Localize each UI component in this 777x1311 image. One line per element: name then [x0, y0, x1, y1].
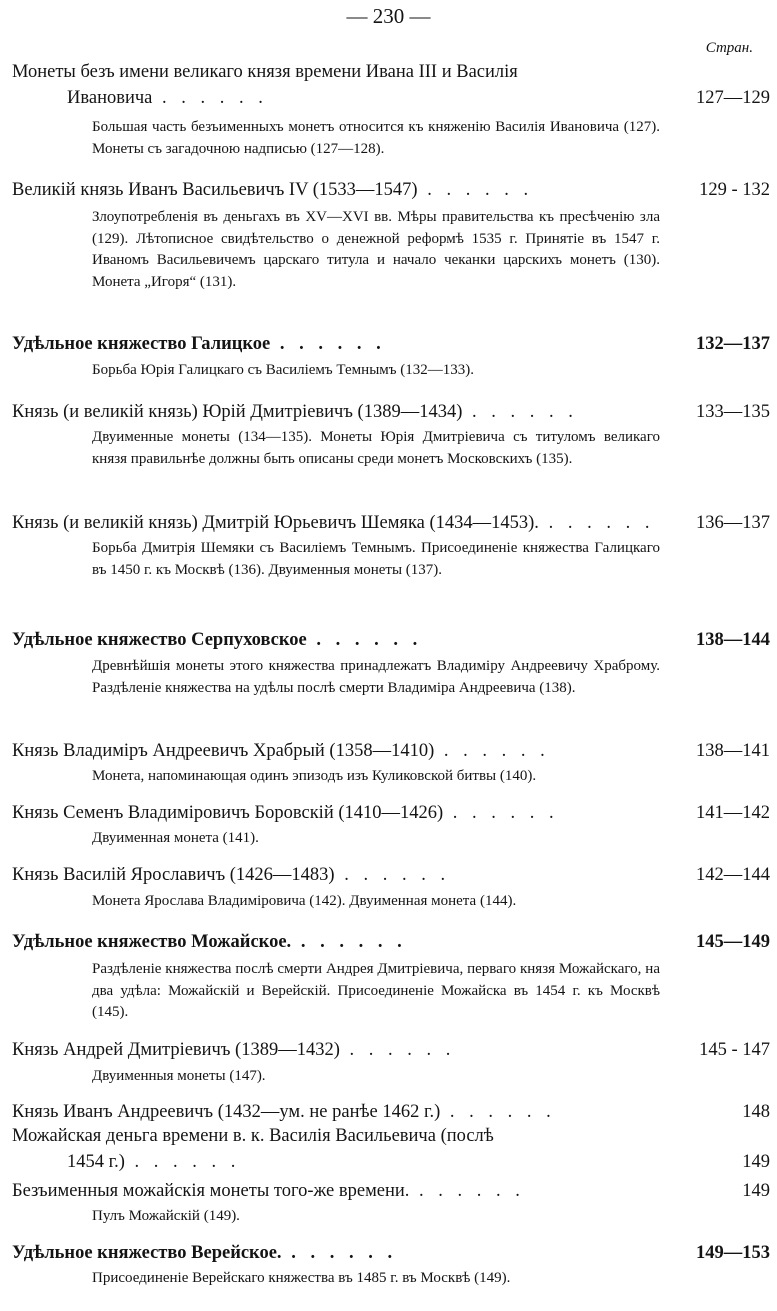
entry-description: Пулъ Можайскій (149). [92, 1208, 240, 1224]
toc-entry [12, 862, 770, 913]
entry-description: Большая часть безъименныхъ монетъ относится къ княженію Василія Ивановича (127). Монеты съ загадочною надписью (127—128). [92, 119, 660, 157]
leader-dots: . . . . . . [409, 1181, 525, 1201]
entry-title: Удѣльное княжество Галицкое [12, 334, 271, 354]
toc-entry [12, 929, 770, 1024]
page-range: 145—149 [696, 932, 770, 952]
toc-entry [12, 331, 770, 382]
toc-entry [12, 738, 770, 788]
leader-dots: . . . . . . [417, 180, 534, 200]
entry-heading [12, 1123, 770, 1175]
entry-title: Князь Владиміръ Андреевичъ Храбрый (1358—1410) [12, 741, 435, 761]
section-heading [12, 331, 770, 357]
page-range: 138—144 [696, 630, 770, 650]
leader-dots: . . . . . . [152, 88, 268, 108]
entry-description: Присоединеніе Верейскаго княжества въ 1485 г. въ Москвѣ (149). [92, 1270, 511, 1286]
leader-dots: . . . . . . [538, 513, 655, 533]
entry-title-continuation: Ивановича [67, 88, 153, 108]
entry-title: Удѣльное княжество Верейское. [12, 1243, 282, 1263]
leader-dots: . . . . . . [270, 334, 386, 354]
entry-description: Двуименные монеты (134—135). Монеты Юрія Дмитріевича съ титуломъ великаго князя правильнѣе должны быть описаны среди монетъ Московскихъ (135). [92, 429, 660, 467]
leader-dots: . . . . . . [434, 741, 550, 761]
page-range: 145 - 147 [699, 1040, 770, 1060]
entry-title: Удѣльное княжество Серпуховское [12, 630, 307, 650]
entry-title: Князь (и великій князь) Дмитрій Юрьевичъ Шемяка (1434—1453). [12, 513, 539, 533]
entry-description: Монета Ярослава Владиміровича (142). Двуименная монета (144). [92, 893, 517, 909]
entry-title: Удѣльное княжество Можайское. [12, 932, 292, 952]
toc-entry [12, 510, 770, 581]
toc-entry [12, 800, 770, 850]
page-range: 132—137 [696, 334, 770, 354]
toc-entry [12, 1178, 770, 1228]
entry-heading [12, 862, 770, 888]
entry-heading [12, 800, 770, 826]
toc-entry [12, 1099, 770, 1125]
toc-entry [12, 627, 770, 699]
entry-description: Двуименныя монеты (147). [92, 1068, 266, 1084]
entry-description: Раздѣленіе княжества послѣ смерти Андрея Дмитріевича, перваго князя Можайскаго, на два удѣла: Можайскій и Верейскій. Присоединеніе Можайска въ 1454 г. къ Москвѣ (145). [92, 961, 660, 1020]
leader-dots: . . . . . . [334, 865, 451, 885]
section-heading [12, 1240, 770, 1266]
pages-column-label: Стран. [705, 40, 753, 56]
entry-title-continuation: 1454 г.) [67, 1152, 125, 1172]
entry-title: Безъименныя можайскія монеты того-же времени. [12, 1181, 410, 1201]
toc-entry [12, 177, 770, 293]
entry-title: Князь (и великій князь) Юрій Дмитріевичъ (1389—1434) [12, 402, 463, 422]
entry-heading [12, 399, 770, 425]
entry-heading [12, 738, 770, 764]
page-range: 148 [742, 1102, 770, 1122]
page-range: 149 [742, 1152, 770, 1172]
leader-dots: . . . . . . [306, 630, 423, 650]
page-range: 127—129 [696, 88, 770, 108]
entry-description: Борьба Дмитрія Шемяки съ Василіемъ Темнымъ. Присоединеніе княжества Галицкаго въ 1450 г. къ Москвѣ (136). Двуименныя монеты (137). [92, 540, 660, 578]
entry-description: Двуименная монета (141). [92, 830, 259, 846]
page-number: — 230 — [346, 4, 431, 28]
page-range: 133—135 [696, 402, 770, 422]
entry-heading [12, 59, 770, 111]
entry-title: Князь Семенъ Владиміровичъ Боровскій (1410—1426) [12, 803, 444, 823]
leader-dots: . . . . . . [281, 1243, 398, 1263]
page-range: 149—153 [696, 1243, 770, 1263]
entry-description: Борьба Юрія Галицкаго съ Василіемъ Темнымъ (132—133). [92, 362, 475, 378]
toc-entry [12, 1037, 770, 1088]
page-range: 149 [742, 1181, 770, 1201]
page-range: 142—144 [696, 865, 770, 885]
entry-title: Можайская деньга времени в. к. Василія Васильевича (послѣ [12, 1126, 494, 1146]
entry-title: Князь Иванъ Андреевичъ (1432—ум. не ранѣе 1462 г.) [12, 1102, 441, 1122]
entry-description: Злоупотребленія въ деньгахъ въ XV—XVI вв. Мѣры правительства къ пресѣченію зла (129). Лѣтописное свидѣтельство о денежной реформѣ 1535 г. Принятіе въ 1547 г. Иваномъ Васильевичемъ царскаго титула и начало чеканки царскихъ монетъ (130). Монета „Игоря“ (131). [92, 209, 660, 290]
entry-title: Монеты безъ имени великаго князя времени Ивана III и Василія [12, 62, 518, 82]
entry-heading [12, 1099, 770, 1125]
entry-heading [12, 1037, 770, 1063]
toc-entry [12, 399, 770, 470]
entry-title: Князь Василій Ярославичъ (1426—1483) [12, 865, 335, 885]
leader-dots: . . . . . . [291, 932, 407, 952]
leader-dots: . . . . . . [124, 1152, 241, 1172]
toc-entry [12, 59, 770, 160]
entry-description: Древнѣйшія монеты этого княжества принадлежатъ Владиміру Андреевичу Храброму. Раздѣленіе княжества на удѣлы послѣ смерти Владиміра Андреевича (138). [92, 658, 660, 696]
leader-dots: . . . . . . [462, 402, 578, 422]
entry-title: Великій князь Иванъ Васильевичъ IV (1533—1547) [12, 180, 418, 200]
toc-entry [12, 1240, 770, 1290]
section-heading [12, 929, 770, 955]
entry-heading [12, 510, 770, 536]
leader-dots: . . . . . . [339, 1040, 456, 1060]
entry-heading [12, 1178, 770, 1204]
page-range: 138—141 [696, 741, 770, 761]
entry-description: Монета, напоминающая одинъ эпизодъ изъ Куликовской битвы (140). [92, 768, 537, 784]
page-range: 136—137 [696, 513, 770, 533]
page-range: 129 - 132 [699, 180, 770, 200]
section-heading [12, 627, 770, 653]
page-range: 141—142 [696, 803, 770, 823]
entry-title: Князь Андрей Дмитріевичъ (1389—1432) [12, 1040, 340, 1060]
leader-dots: . . . . . . [443, 803, 559, 823]
toc-entry [12, 1123, 770, 1175]
leader-dots: . . . . . . [440, 1102, 556, 1122]
entry-heading [12, 177, 770, 203]
